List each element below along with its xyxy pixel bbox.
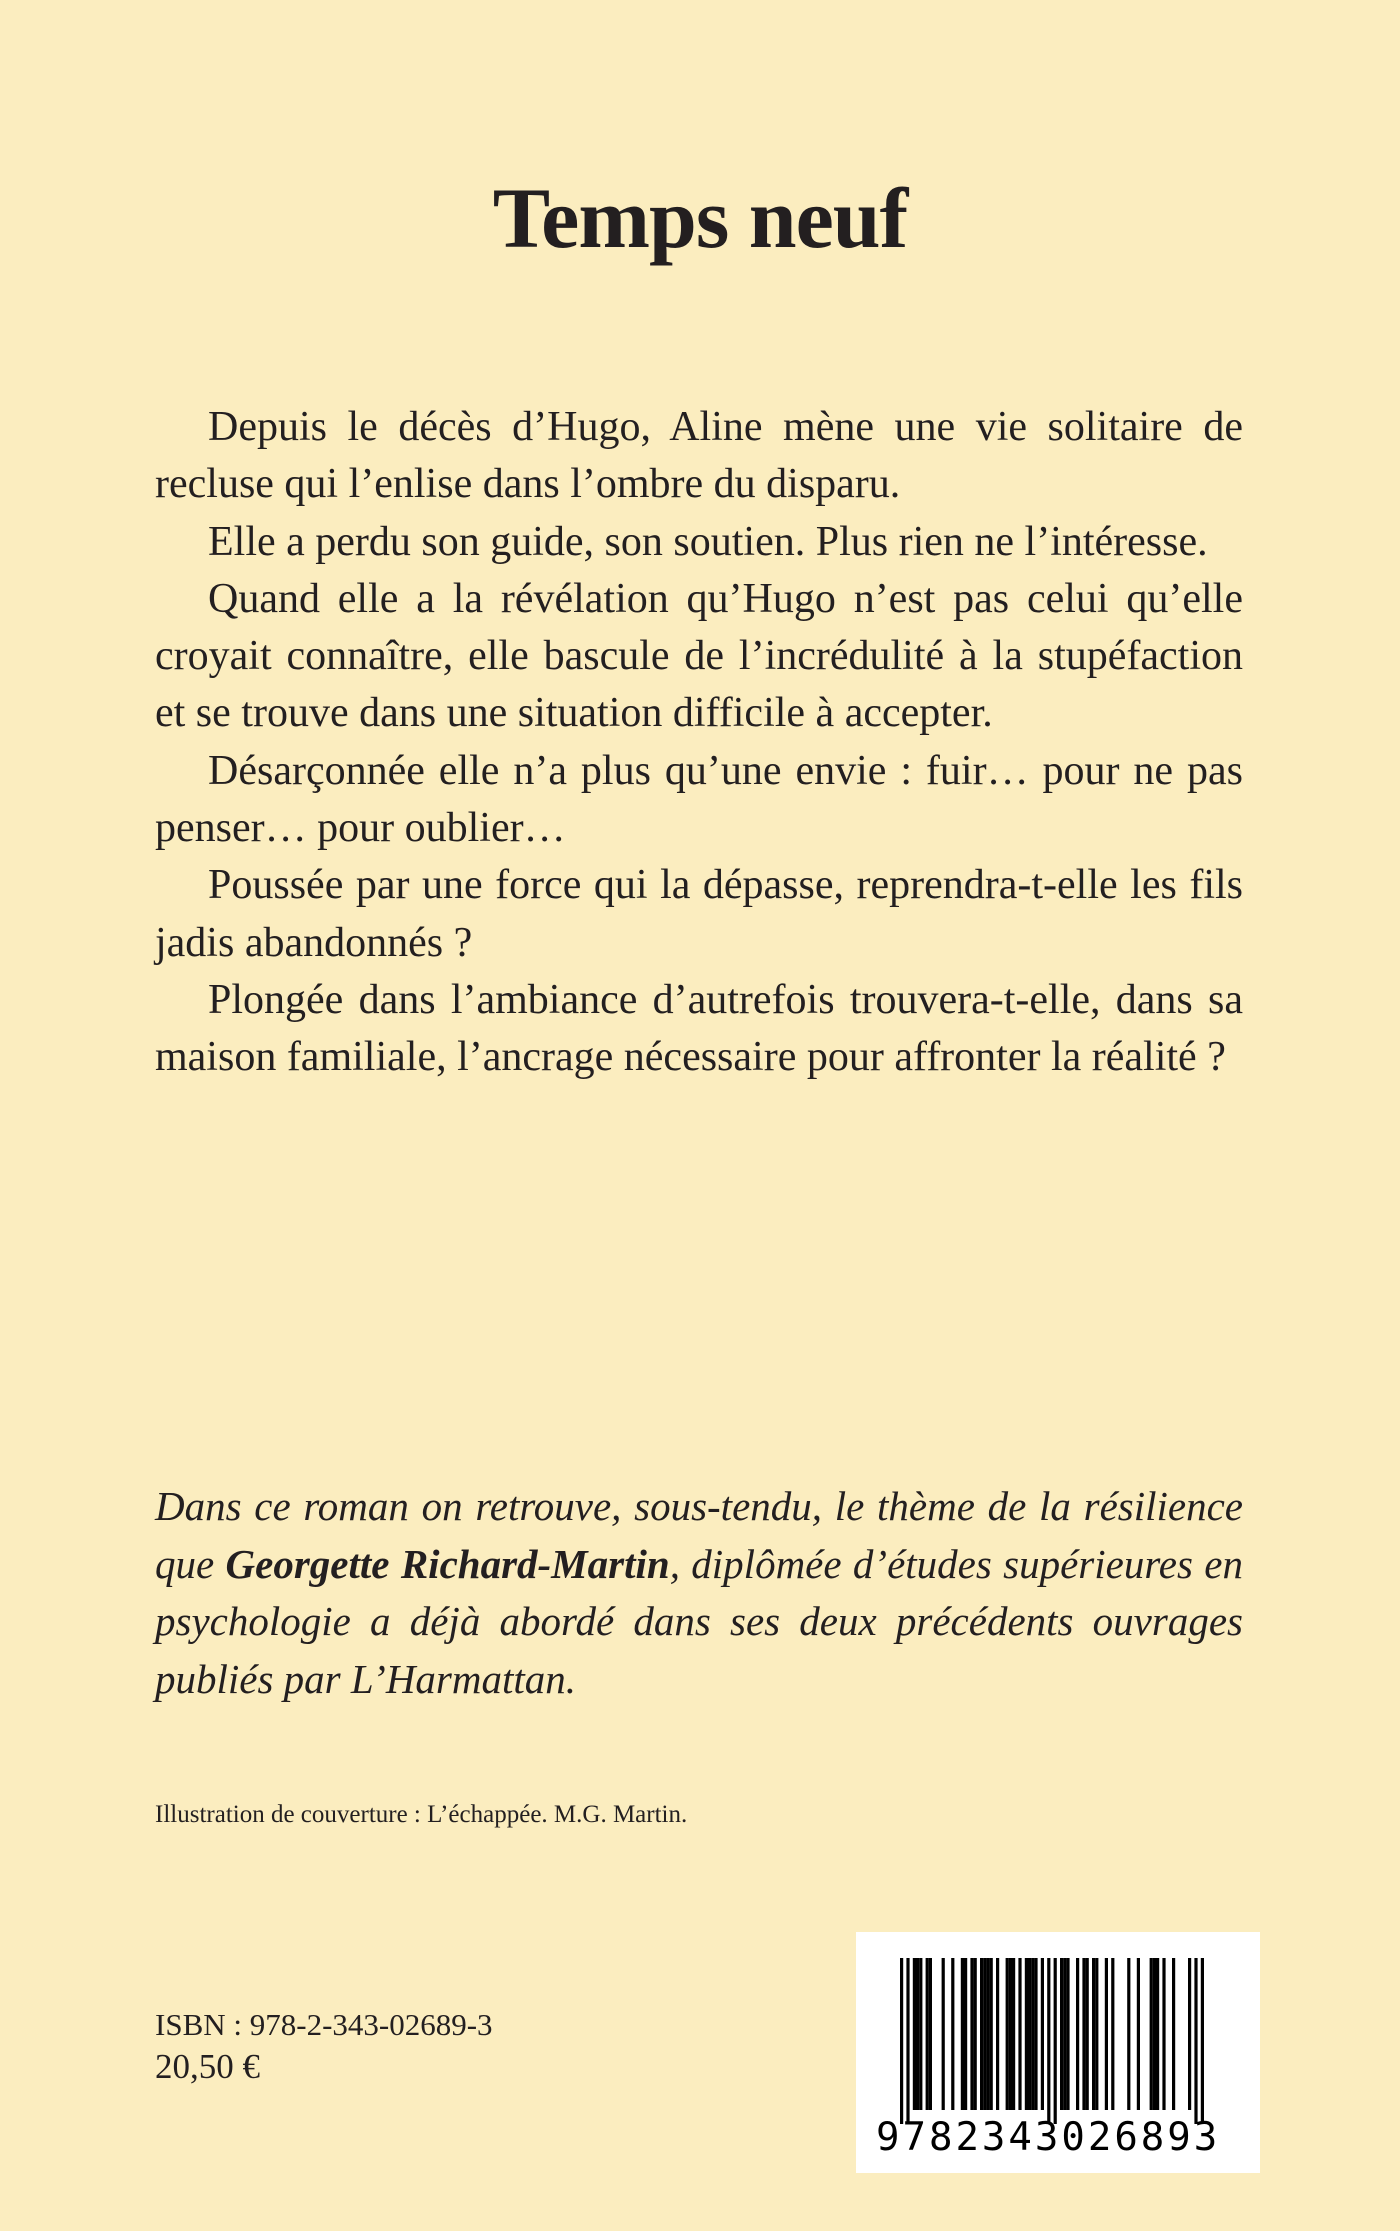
- blurb-paragraph: Poussée par une force qui la dépasse, reprendra-t-elle les fils jadis abandonnés ?: [155, 862, 1243, 966]
- barcode-bar: [1150, 1958, 1153, 2110]
- barcode-bar: [1063, 1958, 1066, 2110]
- barcode-bar: [926, 1958, 929, 2110]
- blurb-paragraph: Quand elle a la révélation qu’Hugo n’est pas celui qu’elle croyait connaître, elle bascule de l’incrédulité à la stupéfaction et se trouve dans une situation difficile à accepter.: [155, 575, 1243, 737]
- isbn-label: ISBN : 978-2-343-02689-3: [155, 2007, 493, 2042]
- barcode-bar: [1137, 1958, 1140, 2110]
- blurb-paragraph: Elle a perdu son guide, son soutien. Plus rien ne l’intéresse.: [208, 518, 1208, 565]
- book-title: Temps neuf: [492, 170, 908, 266]
- barcode-bar: [990, 1958, 993, 2110]
- barcode-bar: [1201, 1958, 1204, 2124]
- barcode-bar: [1172, 1958, 1175, 2110]
- barcode-bar: [1012, 1958, 1015, 2110]
- barcode-bar: [964, 1958, 967, 2110]
- barcode-bar: [942, 1958, 945, 2110]
- barcode-bar: [983, 1958, 986, 2110]
- barcode-bar: [1018, 1958, 1021, 2110]
- barcode-bar: [1009, 1958, 1012, 2110]
- barcode-bar: [970, 1958, 973, 2110]
- barcode-bar: [980, 1958, 983, 2110]
- blurb-paragraph: Plongée dans l’ambiance d’autrefois trouvera-t-elle, dans sa maison familiale, l’ancrage nécessaire pour affronter la réalité ?: [155, 976, 1243, 1081]
- barcode-bar: [1162, 1958, 1165, 2110]
- blurb-paragraph: Depuis le décès d’Hugo, Aline mène une vie solitaire de recluse qui l’enlise dans l’ombre du disparu.: [155, 404, 1243, 508]
- barcode-bar: [974, 1958, 977, 2110]
- price-label: 20,50 €: [155, 2047, 260, 2086]
- barcode-bar: [1082, 1958, 1085, 2110]
- barcode-bar: [900, 1958, 903, 2124]
- barcode-bar: [1095, 1958, 1098, 2110]
- barcode-bar: [1156, 1958, 1159, 2110]
- barcode-bar: [1188, 1958, 1191, 2110]
- back-cover-blurb: [155, 399, 1243, 1087]
- author-name: Georgette Richard-Martin: [225, 1540, 670, 1587]
- barcode-bar: [929, 1958, 932, 2110]
- barcode-bar: [1086, 1958, 1089, 2110]
- barcode-bar: [1054, 1958, 1057, 2124]
- barcode-bar: [919, 1958, 922, 2110]
- barcode-bar: [961, 1958, 964, 2110]
- author-note: [155, 1478, 1243, 1708]
- barcode-bar: [1111, 1958, 1114, 2110]
- barcode-bar: [913, 1958, 916, 2110]
- barcode-bar: [906, 1958, 909, 2124]
- barcode-bar: [986, 1958, 989, 2110]
- blurb-paragraph: Désarçonnée elle n’a plus qu’une envie : fuir… pour ne pas penser… pour oublier…: [155, 747, 1243, 852]
- author-note-rest: , diplômée d’études supérieures en psychologie a déjà abordé dans ses deux précédents ouvrages publiés par L’Harmattan.: [155, 1540, 1243, 1702]
- barcode-bar: [1066, 1958, 1069, 2110]
- barcode-bar: [1076, 1958, 1079, 2110]
- barcode-bar: [1105, 1958, 1108, 2110]
- author-note-intro: Dans ce roman on retrouve, sous-tendu, le thème de la résilience que: [155, 1483, 1243, 1587]
- barcode-bar: [1028, 1958, 1031, 2110]
- barcode-bar: [1034, 1958, 1037, 2110]
- barcode-bar: [996, 1958, 999, 2110]
- barcode-bar: [1060, 1958, 1063, 2110]
- barcode-bar: [1041, 1958, 1044, 2110]
- barcode-bar: [1031, 1958, 1034, 2110]
- barcode-bar: [1092, 1958, 1095, 2110]
- barcode-bar: [1194, 1958, 1197, 2124]
- barcode-digits: 9782343026893: [876, 2115, 1221, 2160]
- barcode-bar: [1127, 1958, 1130, 2110]
- barcode-bar: [1006, 1958, 1009, 2110]
- barcode-bar: [1025, 1958, 1028, 2110]
- isbn-barcode: [856, 1932, 1260, 2173]
- barcode-bar: [1153, 1958, 1156, 2110]
- barcode-bar: [951, 1958, 954, 2110]
- illustration-credit: Illustration de couverture : L’échappée. M.G. Martin.: [155, 1801, 688, 1828]
- barcode-bar: [916, 1958, 919, 2110]
- barcode-bar: [1047, 1958, 1050, 2124]
